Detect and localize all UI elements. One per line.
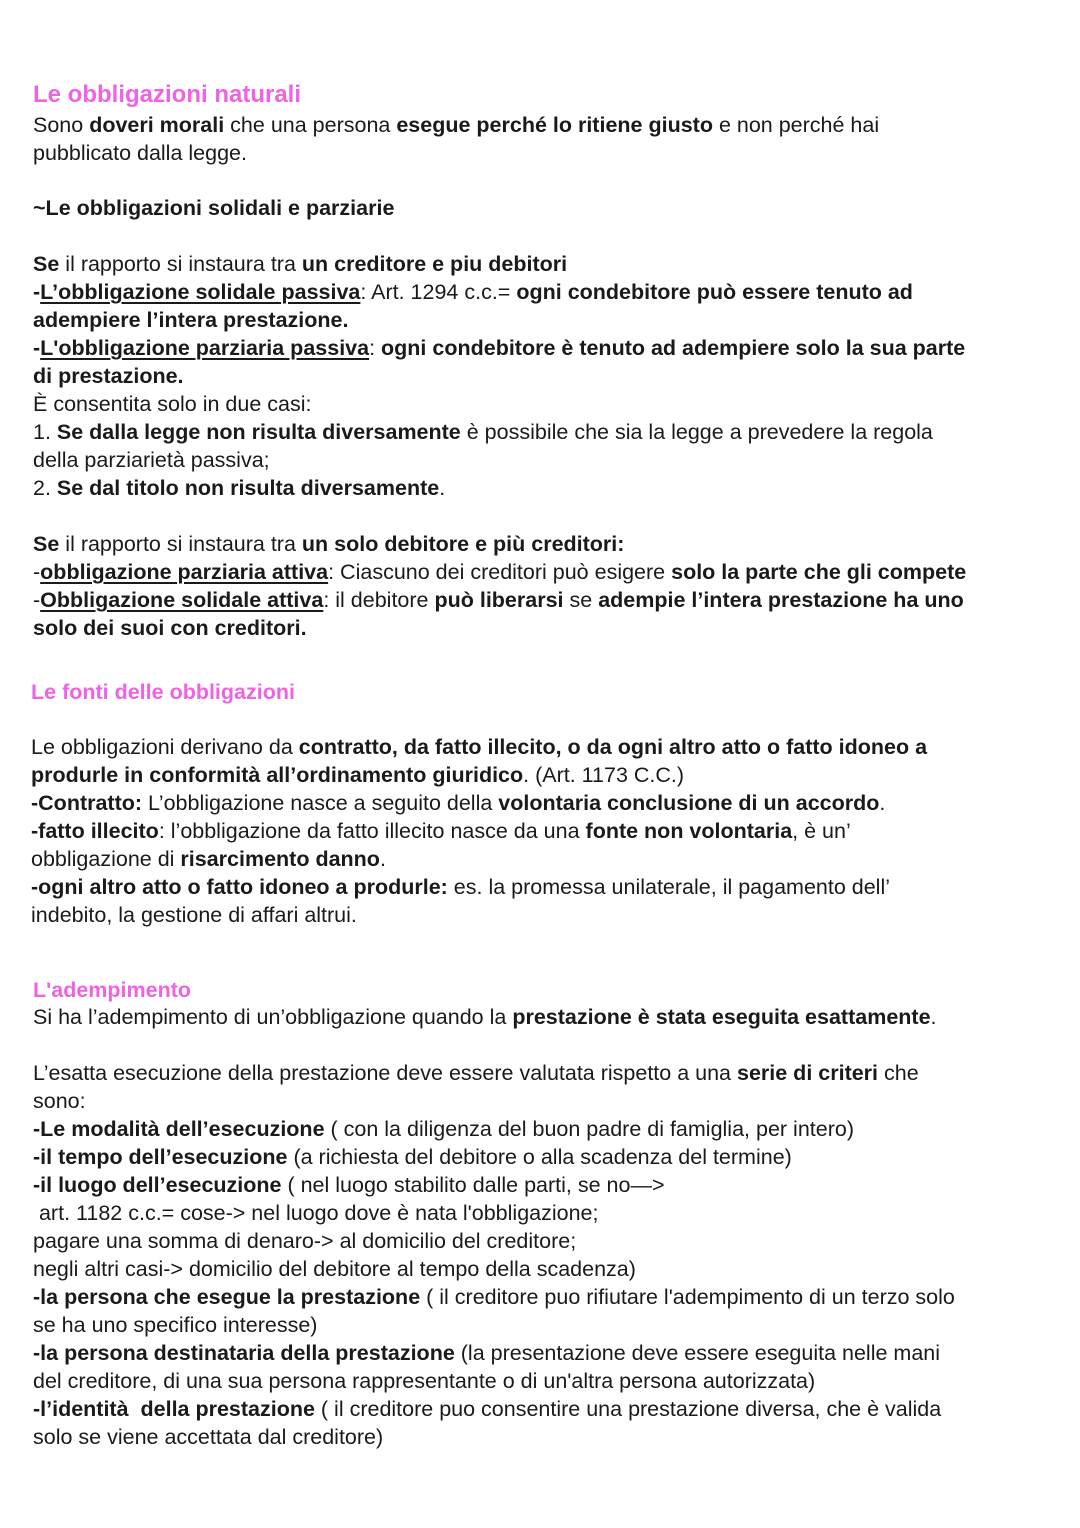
text-line: art. 1182 c.c.= cose-> nel luogo dove è nata l'obbligazione; <box>33 1201 599 1225</box>
text-line: 2. Se dal titolo non risulta diversamente. <box>33 476 446 500</box>
text-line: pagare una somma di denaro-> al domicilio del creditore; <box>33 1229 577 1253</box>
text-line: Se il rapporto si instaura tra un solo debitore e più creditori: <box>33 532 625 556</box>
text-line: -Contratto: L’obbligazione nasce a seguito della volontaria conclusione di un accordo. <box>31 791 886 815</box>
text-line: produrle in conformità all’ordinamento giuridico. (Art. 1173 C.C.) <box>31 763 685 787</box>
heading-fonti-obbligazioni: Le fonti delle obbligazioni <box>31 680 295 704</box>
text-line: se ha uno specifico interesse) <box>33 1313 318 1337</box>
text-line: -fatto illecito: l’obbligazione da fatto illecito nasce da una fonte non volontaria, è un’ <box>31 819 851 843</box>
text-line: -l’identità della prestazione ( il creditore puo consentire una prestazione diversa, che è valida <box>33 1397 942 1421</box>
text-line: 1. Se dalla legge non risulta diversamente è possibile che sia la legge a prevedere la regola <box>33 420 933 444</box>
text-line: sono: <box>33 1089 86 1113</box>
text-line: Se il rapporto si instaura tra un creditore e piu debitori <box>33 252 568 276</box>
text-line: -la persona che esegue la prestazione ( il creditore puo rifiutare l'adempimento di un terzo solo <box>33 1285 955 1309</box>
text-line: -L’obbligazione solidale passiva: Art. 1294 c.c.= ogni condebitore può essere tenuto ad <box>33 280 913 304</box>
text-line: -Obbligazione solidale attiva: il debitore può liberarsi se adempie l’intera prestazione ha uno <box>33 588 964 612</box>
text-line: obbligazione di risarcimento danno. <box>31 847 386 871</box>
text-line: di prestazione. <box>33 364 184 388</box>
text-line: L’esatta esecuzione della prestazione deve essere valutata rispetto a una serie di criteri che <box>33 1061 919 1085</box>
text-line: pubblicato dalla legge. <box>33 141 247 165</box>
text-line: Sono doveri morali che una persona esegue perché lo ritiene giusto e non perché hai <box>33 113 880 137</box>
text-line: -L'obbligazione parziaria passiva: ogni condebitore è tenuto ad adempiere solo la sua parte <box>33 336 966 360</box>
text-line: -il tempo dell’esecuzione (a richiesta del debitore o alla scadenza del termine) <box>33 1145 792 1169</box>
text-line: È consentita solo in due casi: <box>33 392 312 416</box>
text-line: -obbligazione parziaria attiva: Ciascuno dei creditori può esigere solo la parte che gli compete <box>33 560 967 584</box>
text-line: -la persona destinataria della prestazione (la presentazione deve essere eseguita nelle mani <box>33 1341 941 1365</box>
heading-adempimento: L'adempimento <box>33 978 192 1002</box>
text-line: -Le modalità dell’esecuzione ( con la diligenza del buon padre di famiglia, per intero) <box>33 1117 854 1141</box>
text-line: Le obbligazioni derivano da contratto, da fatto illecito, o da ogni altro atto o fatto idoneo a <box>31 735 928 759</box>
text-line: solo se viene accettata dal creditore) <box>33 1425 384 1449</box>
text-line: solo dei suoi con creditori. <box>33 616 307 640</box>
text-line: indebito, la gestione di affari altrui. <box>31 903 357 927</box>
text-line: adempiere l’intera prestazione. <box>33 308 349 332</box>
heading-obbligazioni-naturali: Le obbligazioni naturali <box>33 81 302 108</box>
text-line: -ogni altro atto o fatto idoneo a produrle: es. la promessa unilaterale, il pagamento dell’ <box>31 875 891 899</box>
text-line: della parziarietà passiva; <box>33 448 270 472</box>
text-line: negli altri casi-> domicilio del debitore al tempo della scadenza) <box>33 1257 636 1281</box>
heading-obbligazioni-solidali: ~Le obbligazioni solidali e parziarie <box>33 196 395 220</box>
text-line: Si ha l’adempimento di un’obbligazione quando la prestazione è stata eseguita esattamente. <box>33 1005 937 1029</box>
text-line: del creditore, di una sua persona rappresentante o di un'altra persona autorizzata) <box>33 1369 816 1393</box>
text-line: -il luogo dell’esecuzione ( nel luogo stabilito dalle parti, se no—> <box>33 1173 665 1197</box>
